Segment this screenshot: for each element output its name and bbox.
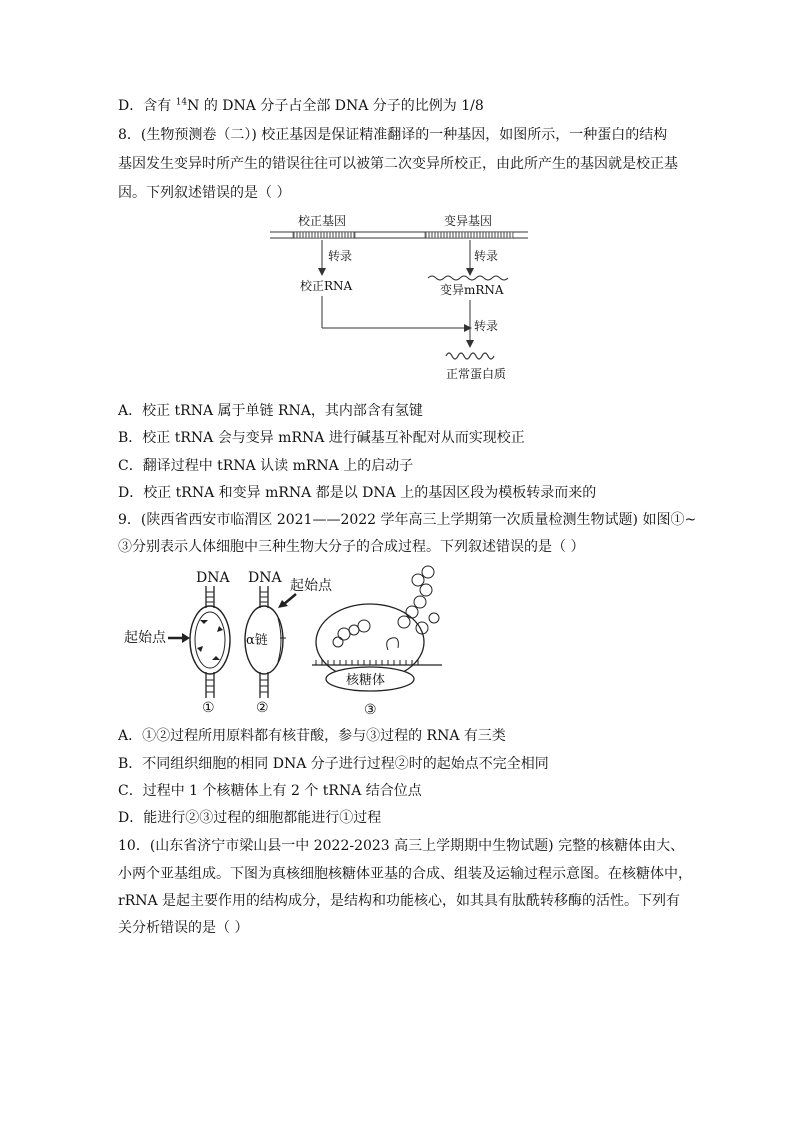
arrow-to-protein-head [466, 340, 474, 348]
label-alpha-chain: α链 [246, 633, 268, 648]
num-3: ③ [364, 702, 377, 718]
label-jiaozheng-gene: 校正基因 [298, 214, 347, 228]
label-bianyi-gene: 变异基因 [444, 214, 493, 228]
num-1: ① [202, 700, 215, 716]
q9-option-d: D．能进行②③过程的细胞都能进行①过程 [118, 810, 382, 826]
label-jiaozheng-rna: 校正RNA [300, 279, 353, 293]
q10-stem-line-3: rRNA 是起主要作用的结构成分，是结构和功能核心，如其具有肽酰转移酶的活性。下列有 [118, 893, 681, 909]
dna-double-strand [270, 232, 528, 238]
q8-figure [260, 208, 540, 388]
origin-left-arrow-head [182, 633, 190, 643]
num-2: ② [256, 700, 269, 716]
q9-stem-line-1: 9．(陕西省西安市临渭区 2021——2022 学年高三上学期第一次质量检测生物试题) 如图①~ [118, 512, 697, 528]
q9-option-c: C．过程中 1 个核糖体上有 2 个 tRNA 结合位点 [118, 783, 422, 799]
isotope-superscript: 14 [175, 97, 188, 108]
dna-replication-diagram [190, 586, 230, 698]
prev-option-d-text: N 的 DNA 分子占全部 DNA 分子的比例为 1/8 [187, 98, 484, 114]
q8-option-a: A．校正 tRNA 属于单链 RNA，其内部含有氢键 [118, 403, 423, 419]
bianyi-gene-segment [425, 232, 513, 238]
prev-option-d-prefix: D．含有 [118, 98, 176, 114]
q8-stem-line-1: 8．(生物预测卷（二）) 校正基因是保证精准翻译的一种基因，如图所示，一种蛋白的结构 [118, 127, 668, 143]
q8-option-b: B．校正 tRNA 会与变异 mRNA 进行碱基互补配对从而实现校正 [118, 430, 525, 446]
q8-stem-line-2: 基因发生变异时所产生的错误往往可以被第二次变异所校正，由此所产生的基因就是校正基 [118, 156, 678, 172]
arrow-head-right [466, 268, 474, 276]
protein-helix [446, 353, 494, 359]
label-bianyi-mrna: 变异mRNA [440, 283, 504, 297]
q9-option-a: A．①②过程所用原料都有核苷酸，参与③过程的 RNA 有三类 [118, 728, 506, 744]
q8-stem-line-3: 因。下列叙述错误的是（ ） [118, 185, 291, 201]
origin-right-arrow [284, 594, 296, 604]
prev-option-d [118, 96, 484, 116]
q9-stem-line-2: ③分别表示人体细胞中三种生物大分子的合成过程。下列叙述错误的是（ ） [118, 539, 585, 555]
arrow-head-left [318, 268, 326, 276]
q9-option-b: B．不同组织细胞的相同 DNA 分子进行过程②时的起始点不完全相同 [118, 756, 549, 772]
q10-stem-line-4: 关分析错误的是（ ） [118, 920, 249, 936]
q10-stem-line-1: 10．(山东省济宁市梁山县一中 2022-2023 高三上学期期中生物试题) 完整的核糖体由大、 [118, 838, 685, 854]
q8-option-d: D．校正 tRNA 和变异 mRNA 都是以 DNA 上的基因区段为模板转录而来的 [118, 485, 597, 501]
label-transcribe-3: 转录 [474, 319, 499, 333]
label-origin-right: 起始点 [290, 578, 332, 594]
label-transcribe-2: 转录 [474, 249, 499, 263]
label-ribosome: 核糖体 [346, 673, 386, 688]
label-dna-2: DNA [248, 570, 282, 586]
mrna-wave [428, 276, 508, 280]
q8-option-c: C．翻译过程中 tRNA 认读 mRNA 上的启动子 [118, 458, 414, 474]
q10-stem-line-2: 小两个亚基组成。下图为真核细胞核糖体亚基的合成、组装及运输过程示意图。在核糖体中， [118, 866, 692, 882]
label-dna-1: DNA [196, 570, 230, 586]
label-normal-protein: 正常蛋白质 [446, 367, 507, 381]
connector-arrow-head [464, 324, 472, 332]
q9-figure [120, 562, 460, 722]
jiaozheng-gene-segment [293, 232, 355, 238]
label-origin-left: 起始点 [124, 630, 166, 646]
label-transcribe-1: 转录 [328, 249, 353, 263]
